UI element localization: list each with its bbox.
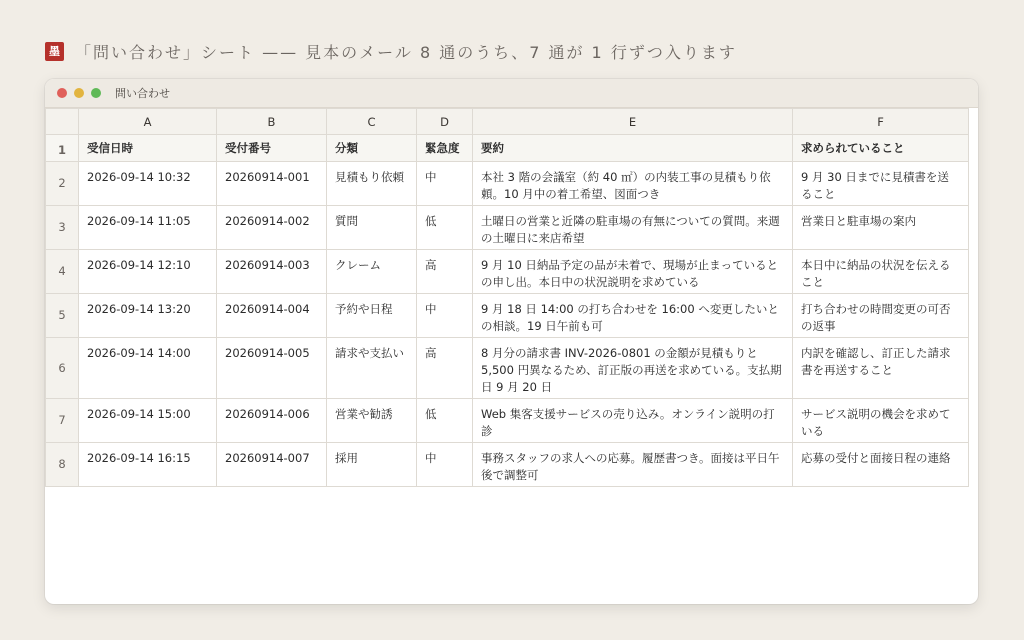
cell-ticket-number[interactable]: 20260914-006 (217, 399, 327, 443)
cell-urgency[interactable]: 中 (417, 162, 473, 206)
header-cell-received-at[interactable]: 受信日時 (79, 135, 217, 162)
cell-request[interactable]: 本日中に納品の状況を伝えること (793, 250, 969, 294)
maximize-window-button[interactable] (91, 88, 101, 98)
cell-summary[interactable]: 9 月 18 日 14:00 の打ち合わせを 16:00 へ変更したいとの相談。19 日午前も可 (473, 294, 793, 338)
row-number[interactable]: 7 (46, 399, 79, 443)
header-cell-summary[interactable]: 要約 (473, 135, 793, 162)
cell-summary[interactable]: 8 月分の請求書 INV-2026-0801 の金額が見積もりと 5,500 円異なるため、訂正版の再送を求めている。支払期日 9 月 20 日 (473, 338, 793, 399)
cell-urgency[interactable]: 中 (417, 294, 473, 338)
header-cell-request[interactable]: 求められていること (793, 135, 969, 162)
cell-urgency[interactable]: 高 (417, 338, 473, 399)
column-header-c[interactable]: C (327, 109, 417, 135)
cell-request[interactable]: サービス説明の機会を求めている (793, 399, 969, 443)
cell-received-at[interactable]: 2026-09-14 14:00 (79, 338, 217, 399)
table-row (46, 338, 969, 399)
header-row (46, 135, 969, 162)
column-header-f[interactable]: F (793, 109, 969, 135)
cell-ticket-number[interactable]: 20260914-002 (217, 206, 327, 250)
spreadsheet-grid (45, 108, 969, 487)
close-window-button[interactable] (57, 88, 67, 98)
cell-urgency[interactable]: 低 (417, 399, 473, 443)
table-row (46, 443, 969, 487)
cell-ticket-number[interactable]: 20260914-005 (217, 338, 327, 399)
cell-category[interactable]: 予約や日程 (327, 294, 417, 338)
cell-summary[interactable]: 土曜日の営業と近隣の駐車場の有無についての質問。来週の土曜日に来店希望 (473, 206, 793, 250)
cell-summary[interactable]: 本社 3 階の会議室（約 40 ㎡）の内装工事の見積もり依頼。10 月中の着工希望、図面つき (473, 162, 793, 206)
cell-urgency[interactable]: 高 (417, 250, 473, 294)
cell-category[interactable]: 採用 (327, 443, 417, 487)
cell-urgency[interactable]: 中 (417, 443, 473, 487)
cell-ticket-number[interactable]: 20260914-004 (217, 294, 327, 338)
cell-received-at[interactable]: 2026-09-14 16:15 (79, 443, 217, 487)
row-number[interactable]: 4 (46, 250, 79, 294)
cell-request[interactable]: 応募の受付と面接日程の連絡 (793, 443, 969, 487)
window-titlebar (45, 79, 978, 108)
heading-text: 「問い合わせ」シート —— 見本のメール 8 通のうち、7 通が 1 行ずつ入ります (75, 42, 737, 62)
cell-summary[interactable]: 事務スタッフの求人への応募。履歴書つき。面接は平日午後で調整可 (473, 443, 793, 487)
cell-category[interactable]: 見積もり依頼 (327, 162, 417, 206)
cell-category[interactable]: 質問 (327, 206, 417, 250)
cell-received-at[interactable]: 2026-09-14 13:20 (79, 294, 217, 338)
cell-summary[interactable]: 9 月 10 日納品予定の品が未着で、現場が止まっているとの申し出。本日中の状況説明を求めている (473, 250, 793, 294)
header-cell-urgency[interactable]: 緊急度 (417, 135, 473, 162)
cell-category[interactable]: 請求や支払い (327, 338, 417, 399)
row-number[interactable]: 1 (46, 135, 79, 162)
cell-urgency[interactable]: 低 (417, 206, 473, 250)
row-number[interactable]: 6 (46, 338, 79, 399)
table-row (46, 294, 969, 338)
table-row (46, 162, 969, 206)
cell-summary[interactable]: Web 集客支援サービスの売り込み。オンライン説明の打診 (473, 399, 793, 443)
column-header-b[interactable]: B (217, 109, 327, 135)
cell-category[interactable]: クレーム (327, 250, 417, 294)
column-header-e[interactable]: E (473, 109, 793, 135)
row-number[interactable]: 8 (46, 443, 79, 487)
table-row (46, 206, 969, 250)
select-all-corner[interactable] (46, 109, 79, 135)
column-header-d[interactable]: D (417, 109, 473, 135)
column-header-row (46, 109, 969, 135)
cell-received-at[interactable]: 2026-09-14 12:10 (79, 250, 217, 294)
table-row (46, 399, 969, 443)
table-row (46, 250, 969, 294)
minimize-window-button[interactable] (74, 88, 84, 98)
cell-received-at[interactable]: 2026-09-14 11:05 (79, 206, 217, 250)
row-number[interactable]: 2 (46, 162, 79, 206)
cell-ticket-number[interactable]: 20260914-003 (217, 250, 327, 294)
cell-category[interactable]: 営業や勧誘 (327, 399, 417, 443)
cell-ticket-number[interactable]: 20260914-001 (217, 162, 327, 206)
cell-received-at[interactable]: 2026-09-14 15:00 (79, 399, 217, 443)
cell-request[interactable]: 打ち合わせの時間変更の可否の返事 (793, 294, 969, 338)
cell-ticket-number[interactable]: 20260914-007 (217, 443, 327, 487)
header-cell-ticket-number[interactable]: 受付番号 (217, 135, 327, 162)
spreadsheet-window (45, 79, 978, 604)
cell-request[interactable]: 内訳を確認し、訂正した請求書を再送すること (793, 338, 969, 399)
cell-request[interactable]: 営業日と駐車場の案内 (793, 206, 969, 250)
page-heading (45, 40, 737, 62)
cell-request[interactable]: 9 月 30 日までに見積書を送ること (793, 162, 969, 206)
cell-received-at[interactable]: 2026-09-14 10:32 (79, 162, 217, 206)
stamp-icon: 墨 (45, 42, 64, 61)
row-number[interactable]: 3 (46, 206, 79, 250)
header-cell-category[interactable]: 分類 (327, 135, 417, 162)
column-header-a[interactable]: A (79, 109, 217, 135)
row-number[interactable]: 5 (46, 294, 79, 338)
window-title: 問い合わせ (115, 87, 170, 100)
